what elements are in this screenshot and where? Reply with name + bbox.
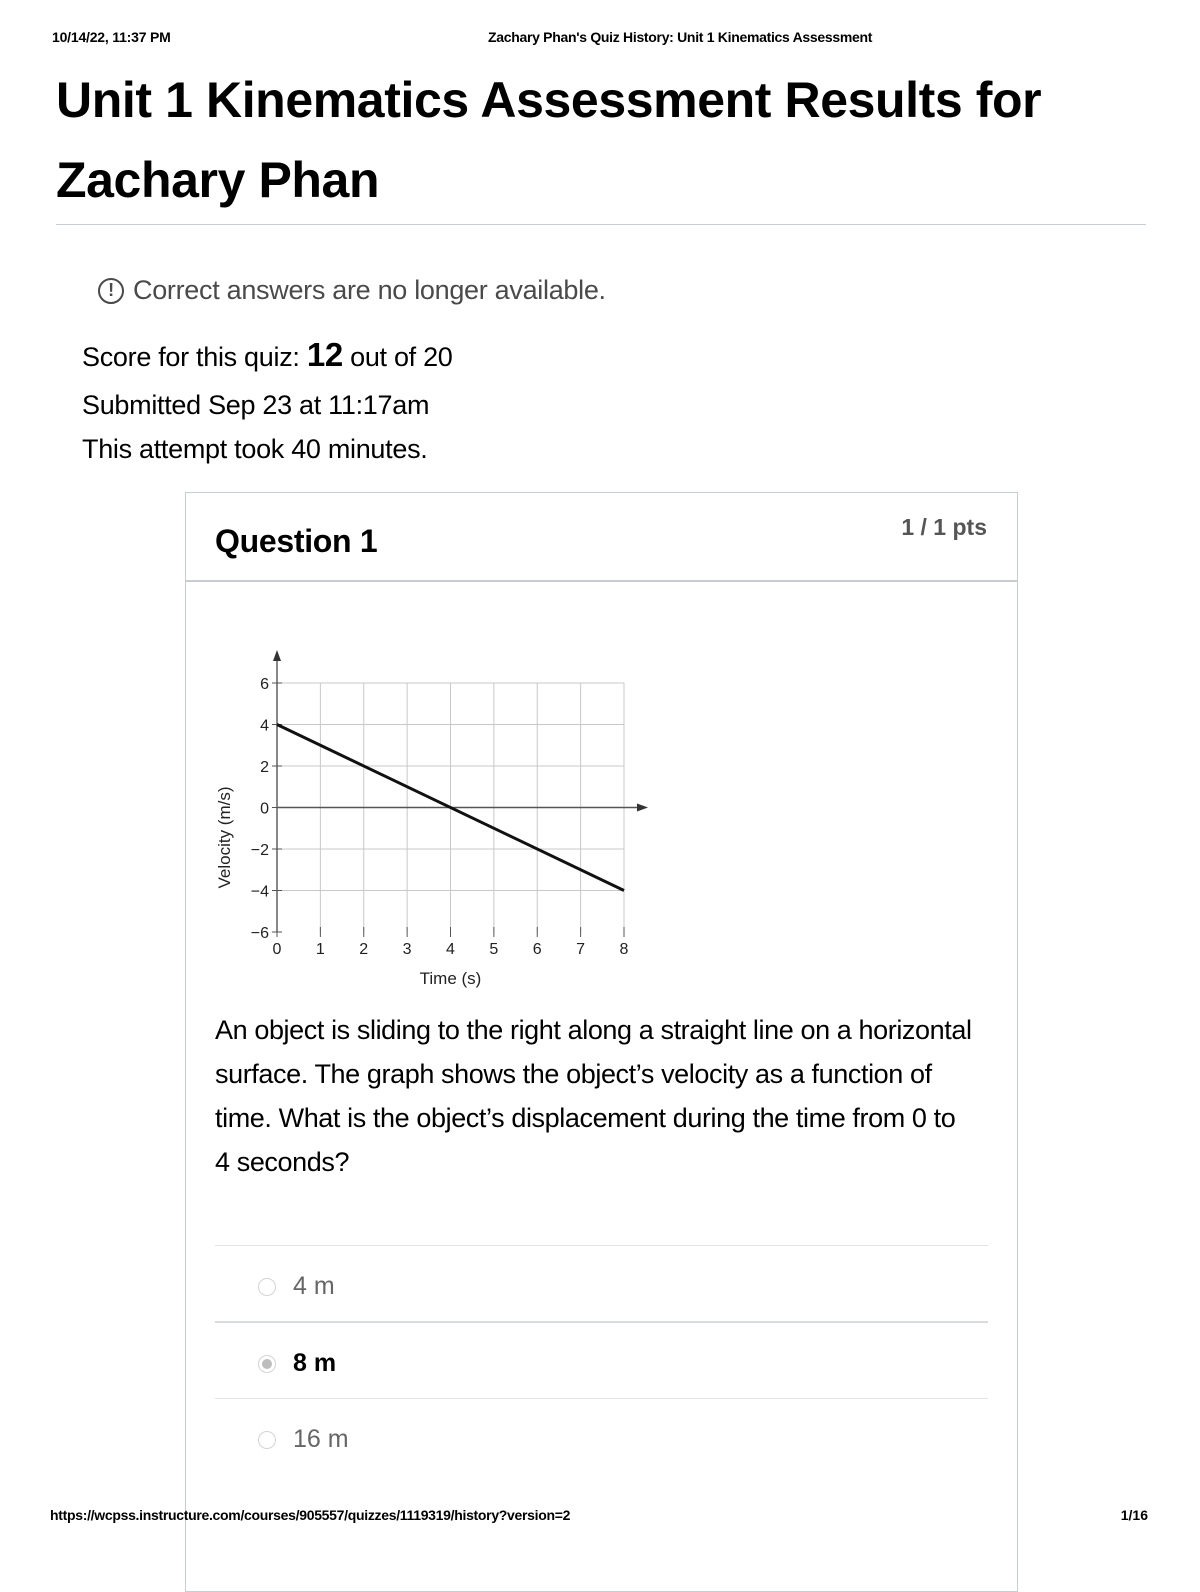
answer-divider bbox=[215, 1321, 988, 1323]
y-tick-label: 0 bbox=[260, 800, 269, 818]
question-text: An object is sliding to the right along a straight line on a horizontal surface. The graph shows the object’s velocity as a function of time. What is the object’s displacement during the time from 0 to 4 seconds? bbox=[215, 1015, 972, 1177]
answer-option[interactable] bbox=[258, 1425, 349, 1454]
notice-text: Correct answers are no longer available. bbox=[133, 275, 606, 305]
notice-banner bbox=[98, 275, 606, 306]
print-header-title: Zachary Phan's Quiz History: Unit 1 Kinematics Assessment bbox=[488, 29, 873, 45]
x-axis-arrow bbox=[637, 804, 648, 812]
answer-option-selected[interactable] bbox=[258, 1349, 336, 1378]
duration-line: This attempt took 40 minutes. bbox=[82, 434, 428, 464]
question-title: Question 1 bbox=[215, 523, 378, 559]
x-tick-label: 5 bbox=[489, 941, 499, 958]
x-tick-label: 7 bbox=[576, 941, 586, 958]
y-axis-label: Velocity (m/s) bbox=[215, 786, 234, 889]
score-prefix: Score for this quiz: bbox=[82, 342, 300, 372]
radio-button[interactable] bbox=[258, 1278, 276, 1296]
x-tick-label: 3 bbox=[402, 941, 412, 958]
y-tick-label: 4 bbox=[260, 717, 269, 735]
x-tick-label: 2 bbox=[359, 941, 369, 958]
answer-label: 4 m bbox=[293, 1272, 335, 1300]
x-tick-label: 8 bbox=[619, 941, 629, 958]
print-footer-page: 1/16 bbox=[1120, 1507, 1148, 1523]
y-tick-label: 6 bbox=[260, 676, 269, 693]
y-axis-arrow bbox=[273, 650, 281, 661]
print-header-datetime: 10/14/22, 11:37 PM bbox=[52, 29, 171, 45]
info-circle-icon: ! bbox=[98, 278, 124, 304]
y-tick-label: 2 bbox=[260, 759, 269, 776]
title-divider bbox=[56, 224, 1146, 225]
answer-divider bbox=[215, 1245, 988, 1246]
x-tick-label: 4 bbox=[446, 941, 455, 958]
y-tick-label: −2 bbox=[250, 842, 269, 859]
x-axis-label: Time (s) bbox=[419, 969, 482, 988]
x-tick-label: 0 bbox=[272, 941, 282, 958]
y-tick-label: −4 bbox=[250, 883, 269, 901]
answer-divider bbox=[215, 1398, 988, 1399]
radio-button-selected[interactable] bbox=[258, 1355, 276, 1373]
submitted-line: Submitted Sep 23 at 11:17am bbox=[82, 390, 430, 420]
x-tick-label: 1 bbox=[315, 941, 325, 958]
radio-button[interactable] bbox=[258, 1431, 276, 1449]
y-tick-label: −6 bbox=[250, 925, 269, 942]
velocity-time-graph bbox=[200, 640, 670, 1000]
question-header bbox=[186, 493, 1017, 582]
page-title: Unit 1 Kinematics Assessment Results for Zachary Phan bbox=[56, 72, 1042, 208]
answer-label: 8 m bbox=[293, 1349, 337, 1377]
score-suffix: out of 20 bbox=[350, 342, 453, 372]
print-footer-url: https://wcpss.instructure.com/courses/905557/quizzes/1119319/history?version=2 bbox=[50, 1507, 571, 1523]
score-line bbox=[82, 336, 453, 374]
question-points: 1 / 1 pts bbox=[901, 514, 987, 540]
x-tick-label: 6 bbox=[532, 941, 542, 958]
answer-option[interactable] bbox=[258, 1272, 335, 1301]
score-value: 12 bbox=[306, 336, 343, 373]
answer-label: 16 m bbox=[293, 1425, 349, 1453]
